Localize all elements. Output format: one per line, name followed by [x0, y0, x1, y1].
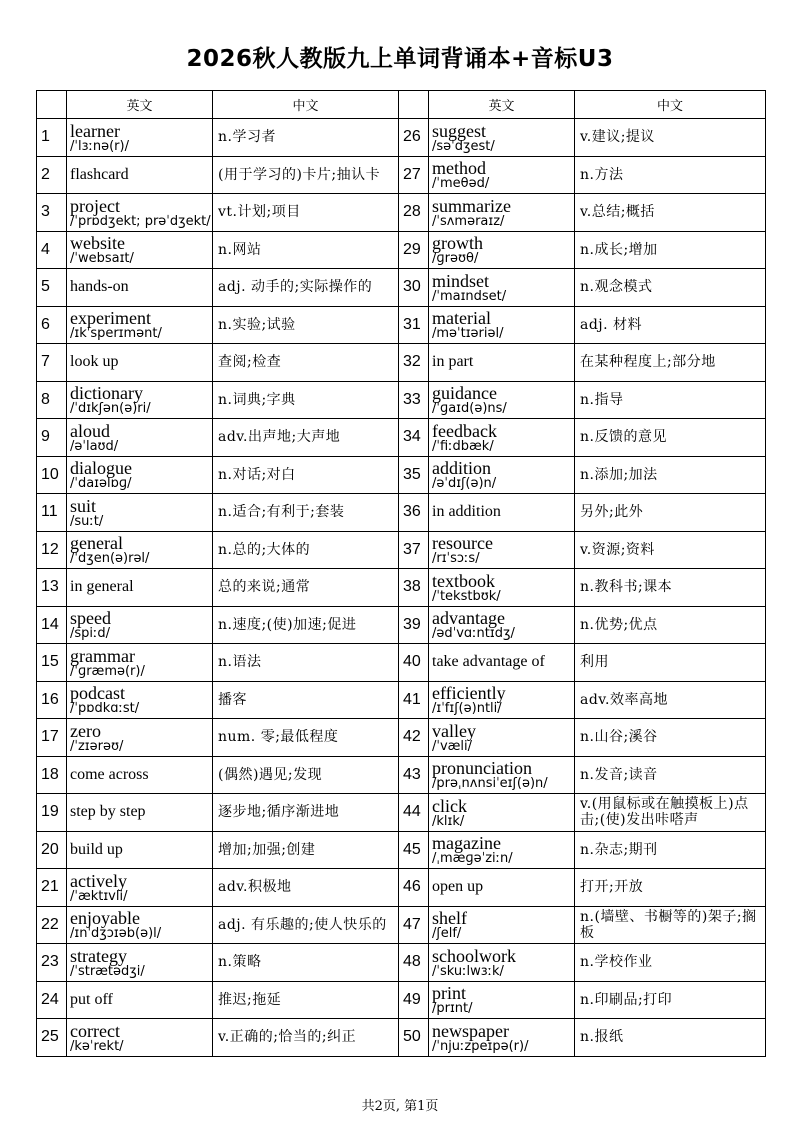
phonetic: /ˈnjuːzpeɪpə(r)/	[432, 1038, 529, 1054]
english-cell	[67, 606, 213, 644]
english-word: strategy	[70, 945, 127, 966]
entry-number: 49	[399, 981, 429, 1019]
english-cell	[67, 944, 213, 982]
english-cell	[67, 194, 213, 232]
english-cell	[67, 344, 213, 382]
phonetic: /əˈdɪʃ(ə)n/	[432, 476, 497, 492]
table-row	[37, 306, 766, 344]
entry-number: 47	[399, 906, 429, 944]
english-word: podcast	[70, 683, 125, 704]
table-row	[37, 906, 766, 944]
english-word: schoolwork	[432, 945, 516, 966]
vocabulary-table	[36, 90, 766, 1057]
header-english-right: 英文	[429, 91, 575, 119]
chinese-meaning: n.山谷;溪谷	[575, 719, 766, 757]
entry-number: 15	[37, 644, 67, 682]
entry-number: 22	[37, 906, 67, 944]
chinese-meaning: 总的来说;通常	[213, 569, 399, 607]
english-cell	[429, 119, 575, 157]
entry-number: 25	[37, 1019, 67, 1057]
chinese-meaning: adv.积极地	[213, 869, 399, 907]
entry-number: 9	[37, 419, 67, 457]
entry-number: 36	[399, 494, 429, 532]
english-cell	[67, 119, 213, 157]
phonetic: /ˌmæɡəˈziːn/	[432, 851, 513, 867]
chinese-meaning: n.杂志;期刊	[575, 831, 766, 869]
entry-number: 17	[37, 719, 67, 757]
english-word: magazine	[432, 833, 501, 854]
phonetic: /spiːd/	[70, 626, 111, 642]
entry-number: 5	[37, 269, 67, 307]
english-word: newspaper	[432, 1020, 509, 1041]
chinese-meaning: n.(墙壁、书橱等的)架子;搁板	[575, 906, 766, 944]
english-cell	[429, 906, 575, 944]
english-word: put off	[70, 990, 113, 1008]
chinese-meaning: n.添加;加法	[575, 456, 766, 494]
phonetic: /ˈtekstbʊk/	[432, 588, 501, 604]
chinese-meaning: n.指导	[575, 381, 766, 419]
entry-number: 34	[399, 419, 429, 457]
entry-number: 28	[399, 194, 429, 232]
entry-number: 20	[37, 831, 67, 869]
phonetic: /klɪk/	[432, 813, 465, 829]
table-row	[37, 231, 766, 269]
table-row	[37, 569, 766, 607]
entry-number: 48	[399, 944, 429, 982]
english-word: dictionary	[70, 383, 143, 404]
header-english-left: 英文	[67, 91, 213, 119]
phonetic: /ɡrəʊθ/	[432, 251, 479, 267]
english-word: come across	[70, 765, 149, 783]
table-row	[37, 1019, 766, 1057]
chinese-meaning: n.语法	[213, 644, 399, 682]
chinese-meaning: v.正确的;恰当的;纠正	[213, 1019, 399, 1057]
chinese-meaning: (用于学习的)卡片;抽认卡	[213, 156, 399, 194]
english-word: look up	[70, 353, 119, 371]
english-word: method	[432, 158, 486, 179]
entry-number: 3	[37, 194, 67, 232]
english-cell	[67, 494, 213, 532]
english-word: addition	[432, 458, 491, 479]
english-word: in general	[70, 578, 134, 596]
chinese-meaning: n.实验;试验	[213, 306, 399, 344]
english-word: suggest	[432, 120, 486, 141]
phonetic: /ɪkˈsperɪmənt/	[70, 326, 162, 342]
english-cell	[429, 981, 575, 1019]
chinese-meaning: n.网站	[213, 231, 399, 269]
entry-number: 46	[399, 869, 429, 907]
page-footer: 共2页, 第1页	[361, 1099, 439, 1114]
chinese-meaning: 推迟;拖延	[213, 981, 399, 1019]
english-word: step by step	[70, 803, 146, 821]
english-word: general	[70, 533, 123, 554]
english-cell	[429, 494, 575, 532]
header-number-right	[399, 91, 429, 119]
english-word: material	[432, 308, 491, 329]
chinese-meaning: 逐步地;循序渐进地	[213, 794, 399, 832]
table-row	[37, 194, 766, 232]
phonetic: /ˈprɒdʒekt; prəˈdʒekt/	[70, 213, 211, 229]
english-cell	[429, 869, 575, 907]
entry-number: 30	[399, 269, 429, 307]
english-word: learner	[70, 120, 120, 141]
phonetic: /ˈstrætədʒi/	[70, 963, 145, 979]
chinese-meaning: num. 零;最低程度	[213, 719, 399, 757]
english-cell	[67, 794, 213, 832]
english-word: grammar	[70, 645, 135, 666]
table-header-row	[37, 91, 766, 119]
phonetic: /ˈzɪərəʊ/	[70, 738, 124, 754]
phonetic: /ˈfiːdbæk/	[432, 438, 494, 454]
phonetic: /rɪˈsɔːs/	[432, 551, 480, 567]
table-row	[37, 156, 766, 194]
english-cell	[67, 869, 213, 907]
phonetic: /ˈsʌməraɪz/	[432, 213, 505, 229]
table-row	[37, 531, 766, 569]
entry-number: 14	[37, 606, 67, 644]
english-word: speed	[70, 608, 111, 629]
english-word: resource	[432, 533, 493, 554]
chinese-meaning: n.学习者	[213, 119, 399, 157]
english-word: in addition	[432, 503, 501, 521]
table-row	[37, 981, 766, 1019]
table-row	[37, 269, 766, 307]
table-row	[37, 119, 766, 157]
english-cell	[67, 756, 213, 794]
entry-number: 38	[399, 569, 429, 607]
chinese-meaning: 播客	[213, 681, 399, 719]
chinese-meaning: n.观念模式	[575, 269, 766, 307]
english-cell	[429, 756, 575, 794]
english-word: click	[432, 795, 467, 816]
phonetic: /kəˈrekt/	[70, 1038, 124, 1054]
entry-number: 1	[37, 119, 67, 157]
phonetic: /ˈdaɪəlɒɡ/	[70, 476, 132, 492]
table-row	[37, 456, 766, 494]
entry-number: 45	[399, 831, 429, 869]
entry-number: 6	[37, 306, 67, 344]
english-cell	[67, 644, 213, 682]
english-cell	[67, 269, 213, 307]
english-cell	[429, 531, 575, 569]
english-cell	[429, 156, 575, 194]
chinese-meaning: n.速度;(使)加速;促进	[213, 606, 399, 644]
english-cell	[429, 569, 575, 607]
chinese-meaning: n.对话;对白	[213, 456, 399, 494]
phonetic: /ɪˈfɪʃ(ə)ntli/	[432, 701, 502, 717]
table-row	[37, 719, 766, 757]
english-word: pronunciation	[432, 758, 532, 779]
entry-number: 4	[37, 231, 67, 269]
chinese-meaning: n.发音;读音	[575, 756, 766, 794]
english-word: flashcard	[70, 165, 129, 183]
english-cell	[429, 419, 575, 457]
chinese-meaning: n.总的;大体的	[213, 531, 399, 569]
english-word: textbook	[432, 570, 495, 591]
english-cell	[429, 681, 575, 719]
chinese-meaning: n.方法	[575, 156, 766, 194]
phonetic: /ˈɡræmə(r)/	[70, 663, 145, 679]
english-cell	[67, 569, 213, 607]
chinese-meaning: n.策略	[213, 944, 399, 982]
phonetic: /əˈlaʊd/	[70, 438, 119, 454]
english-cell	[429, 794, 575, 832]
chinese-meaning: adv.效率高地	[575, 681, 766, 719]
chinese-meaning: 查阅;检查	[213, 344, 399, 382]
chinese-meaning: v.(用鼠标或在触摸板上)点击;(使)发出咔嗒声	[575, 794, 766, 832]
table-row	[37, 944, 766, 982]
english-cell	[429, 1019, 575, 1057]
english-cell	[67, 456, 213, 494]
table-row	[37, 681, 766, 719]
chinese-meaning: 另外;此外	[575, 494, 766, 532]
chinese-meaning: v.总结;概括	[575, 194, 766, 232]
entry-number: 8	[37, 381, 67, 419]
table-row	[37, 794, 766, 832]
english-cell	[67, 1019, 213, 1057]
english-cell	[429, 269, 575, 307]
table-row	[37, 494, 766, 532]
english-word: hands-on	[70, 278, 129, 296]
english-cell	[429, 381, 575, 419]
entry-number: 18	[37, 756, 67, 794]
phonetic: /ˈlɜːnə(r)/	[70, 138, 129, 154]
chinese-meaning: n.词典;字典	[213, 381, 399, 419]
phonetic: /ˈskuːlwɜːk/	[432, 963, 504, 979]
chinese-meaning: n.成长;增加	[575, 231, 766, 269]
phonetic: /prəˌnʌnsiˈeɪʃ(ə)n/	[432, 776, 548, 792]
english-word: valley	[432, 720, 476, 741]
entry-number: 10	[37, 456, 67, 494]
english-cell	[67, 531, 213, 569]
english-word: mindset	[432, 270, 489, 291]
english-cell	[67, 981, 213, 1019]
entry-number: 2	[37, 156, 67, 194]
table-row	[37, 644, 766, 682]
entry-number: 41	[399, 681, 429, 719]
chinese-meaning: n.报纸	[575, 1019, 766, 1057]
entry-number: 39	[399, 606, 429, 644]
chinese-meaning: n.印刷品;打印	[575, 981, 766, 1019]
entry-number: 19	[37, 794, 67, 832]
english-word: summarize	[432, 195, 511, 216]
entry-number: 42	[399, 719, 429, 757]
english-word: website	[70, 233, 125, 254]
chinese-meaning: 打开;开放	[575, 869, 766, 907]
phonetic: /ˈæktɪvli/	[70, 888, 128, 904]
table-row	[37, 419, 766, 457]
phonetic: /ˈpɒdkɑːst/	[70, 701, 140, 717]
phonetic: /ʃelf/	[432, 926, 462, 942]
chinese-meaning: adj. 材料	[575, 306, 766, 344]
phonetic: /prɪnt/	[432, 1001, 473, 1017]
phonetic: /ɪnˈdʒɔɪəb(ə)l/	[70, 926, 162, 942]
phonetic: /ˈvæli/	[432, 738, 473, 754]
entry-number: 13	[37, 569, 67, 607]
entry-number: 44	[399, 794, 429, 832]
english-cell	[67, 381, 213, 419]
english-word: advantage	[432, 608, 505, 629]
phonetic: /ˈɡaɪd(ə)ns/	[432, 401, 507, 417]
english-word: feedback	[432, 420, 497, 441]
english-cell	[67, 681, 213, 719]
phonetic: /ˈmaɪndset/	[432, 288, 507, 304]
phonetic: /ˈdɪkʃən(ə)ri/	[70, 401, 151, 417]
entry-number: 43	[399, 756, 429, 794]
english-cell	[429, 306, 575, 344]
english-word: aloud	[70, 420, 110, 441]
chinese-meaning: n.优势;优点	[575, 606, 766, 644]
phonetic: /səˈdʒest/	[432, 138, 495, 154]
header-chinese-left: 中文	[213, 91, 399, 119]
chinese-meaning: n.反馈的意见	[575, 419, 766, 457]
header-chinese-right: 中文	[575, 91, 766, 119]
english-word: growth	[432, 233, 483, 254]
english-cell	[429, 644, 575, 682]
table-row	[37, 606, 766, 644]
english-cell	[429, 606, 575, 644]
table-row	[37, 831, 766, 869]
chinese-meaning: v.资源;资料	[575, 531, 766, 569]
entry-number: 11	[37, 494, 67, 532]
chinese-meaning: vt.计划;项目	[213, 194, 399, 232]
english-word: experiment	[70, 308, 151, 329]
english-word: correct	[70, 1020, 120, 1041]
english-word: open up	[432, 878, 484, 896]
entry-number: 12	[37, 531, 67, 569]
entry-number: 40	[399, 644, 429, 682]
chinese-meaning: adv.出声地;大声地	[213, 419, 399, 457]
entry-number: 50	[399, 1019, 429, 1057]
phonetic: /ˈdʒen(ə)rəl/	[70, 551, 150, 567]
english-word: efficiently	[432, 683, 506, 704]
entry-number: 24	[37, 981, 67, 1019]
english-word: print	[432, 983, 466, 1004]
english-cell	[67, 231, 213, 269]
english-cell	[67, 906, 213, 944]
chinese-meaning: n.适合;有利于;套装	[213, 494, 399, 532]
english-cell	[67, 831, 213, 869]
table-row	[37, 869, 766, 907]
phonetic: /ˈwebsaɪt/	[70, 251, 134, 267]
english-cell	[429, 194, 575, 232]
entry-number: 26	[399, 119, 429, 157]
english-cell	[67, 419, 213, 457]
english-cell	[67, 156, 213, 194]
chinese-meaning: n.学校作业	[575, 944, 766, 982]
chinese-meaning: 利用	[575, 644, 766, 682]
english-cell	[429, 456, 575, 494]
english-cell	[429, 831, 575, 869]
english-word: actively	[70, 870, 127, 891]
entry-number: 37	[399, 531, 429, 569]
english-cell	[429, 719, 575, 757]
entry-number: 35	[399, 456, 429, 494]
table-row	[37, 344, 766, 382]
chinese-meaning: adj. 动手的;实际操作的	[213, 269, 399, 307]
english-word: project	[70, 195, 120, 216]
english-word: in part	[432, 353, 474, 371]
english-cell	[429, 944, 575, 982]
entry-number: 27	[399, 156, 429, 194]
chinese-meaning: adj. 有乐趣的;使人快乐的	[213, 906, 399, 944]
english-word: take advantage of	[432, 653, 545, 671]
page-title: 2026秋人教版九上单词背诵本+音标U3	[186, 46, 614, 72]
table-row	[37, 756, 766, 794]
english-cell	[67, 719, 213, 757]
entry-number: 23	[37, 944, 67, 982]
phonetic: /suːt/	[70, 513, 104, 529]
english-word: dialogue	[70, 458, 132, 479]
english-word: enjoyable	[70, 908, 140, 929]
english-word: suit	[70, 495, 97, 516]
table-row	[37, 381, 766, 419]
english-word: zero	[70, 720, 101, 741]
entry-number: 33	[399, 381, 429, 419]
chinese-meaning: 在某种程度上;部分地	[575, 344, 766, 382]
entry-number: 16	[37, 681, 67, 719]
entry-number: 21	[37, 869, 67, 907]
english-cell	[67, 306, 213, 344]
english-cell	[429, 231, 575, 269]
english-cell	[429, 344, 575, 382]
entry-number: 29	[399, 231, 429, 269]
chinese-meaning: v.建议;提议	[575, 119, 766, 157]
entry-number: 31	[399, 306, 429, 344]
phonetic: /məˈtɪəriəl/	[432, 326, 504, 342]
phonetic: /ədˈvɑːntɪdʒ/	[432, 626, 515, 642]
entry-number: 32	[399, 344, 429, 382]
english-word: build up	[70, 840, 123, 858]
header-number-left	[37, 91, 67, 119]
chinese-meaning: (偶然)遇见;发现	[213, 756, 399, 794]
english-word: shelf	[432, 908, 467, 929]
chinese-meaning: n.教科书;课本	[575, 569, 766, 607]
chinese-meaning: 增加;加强;创建	[213, 831, 399, 869]
english-word: guidance	[432, 383, 497, 404]
entry-number: 7	[37, 344, 67, 382]
phonetic: /ˈmeθəd/	[432, 176, 490, 192]
